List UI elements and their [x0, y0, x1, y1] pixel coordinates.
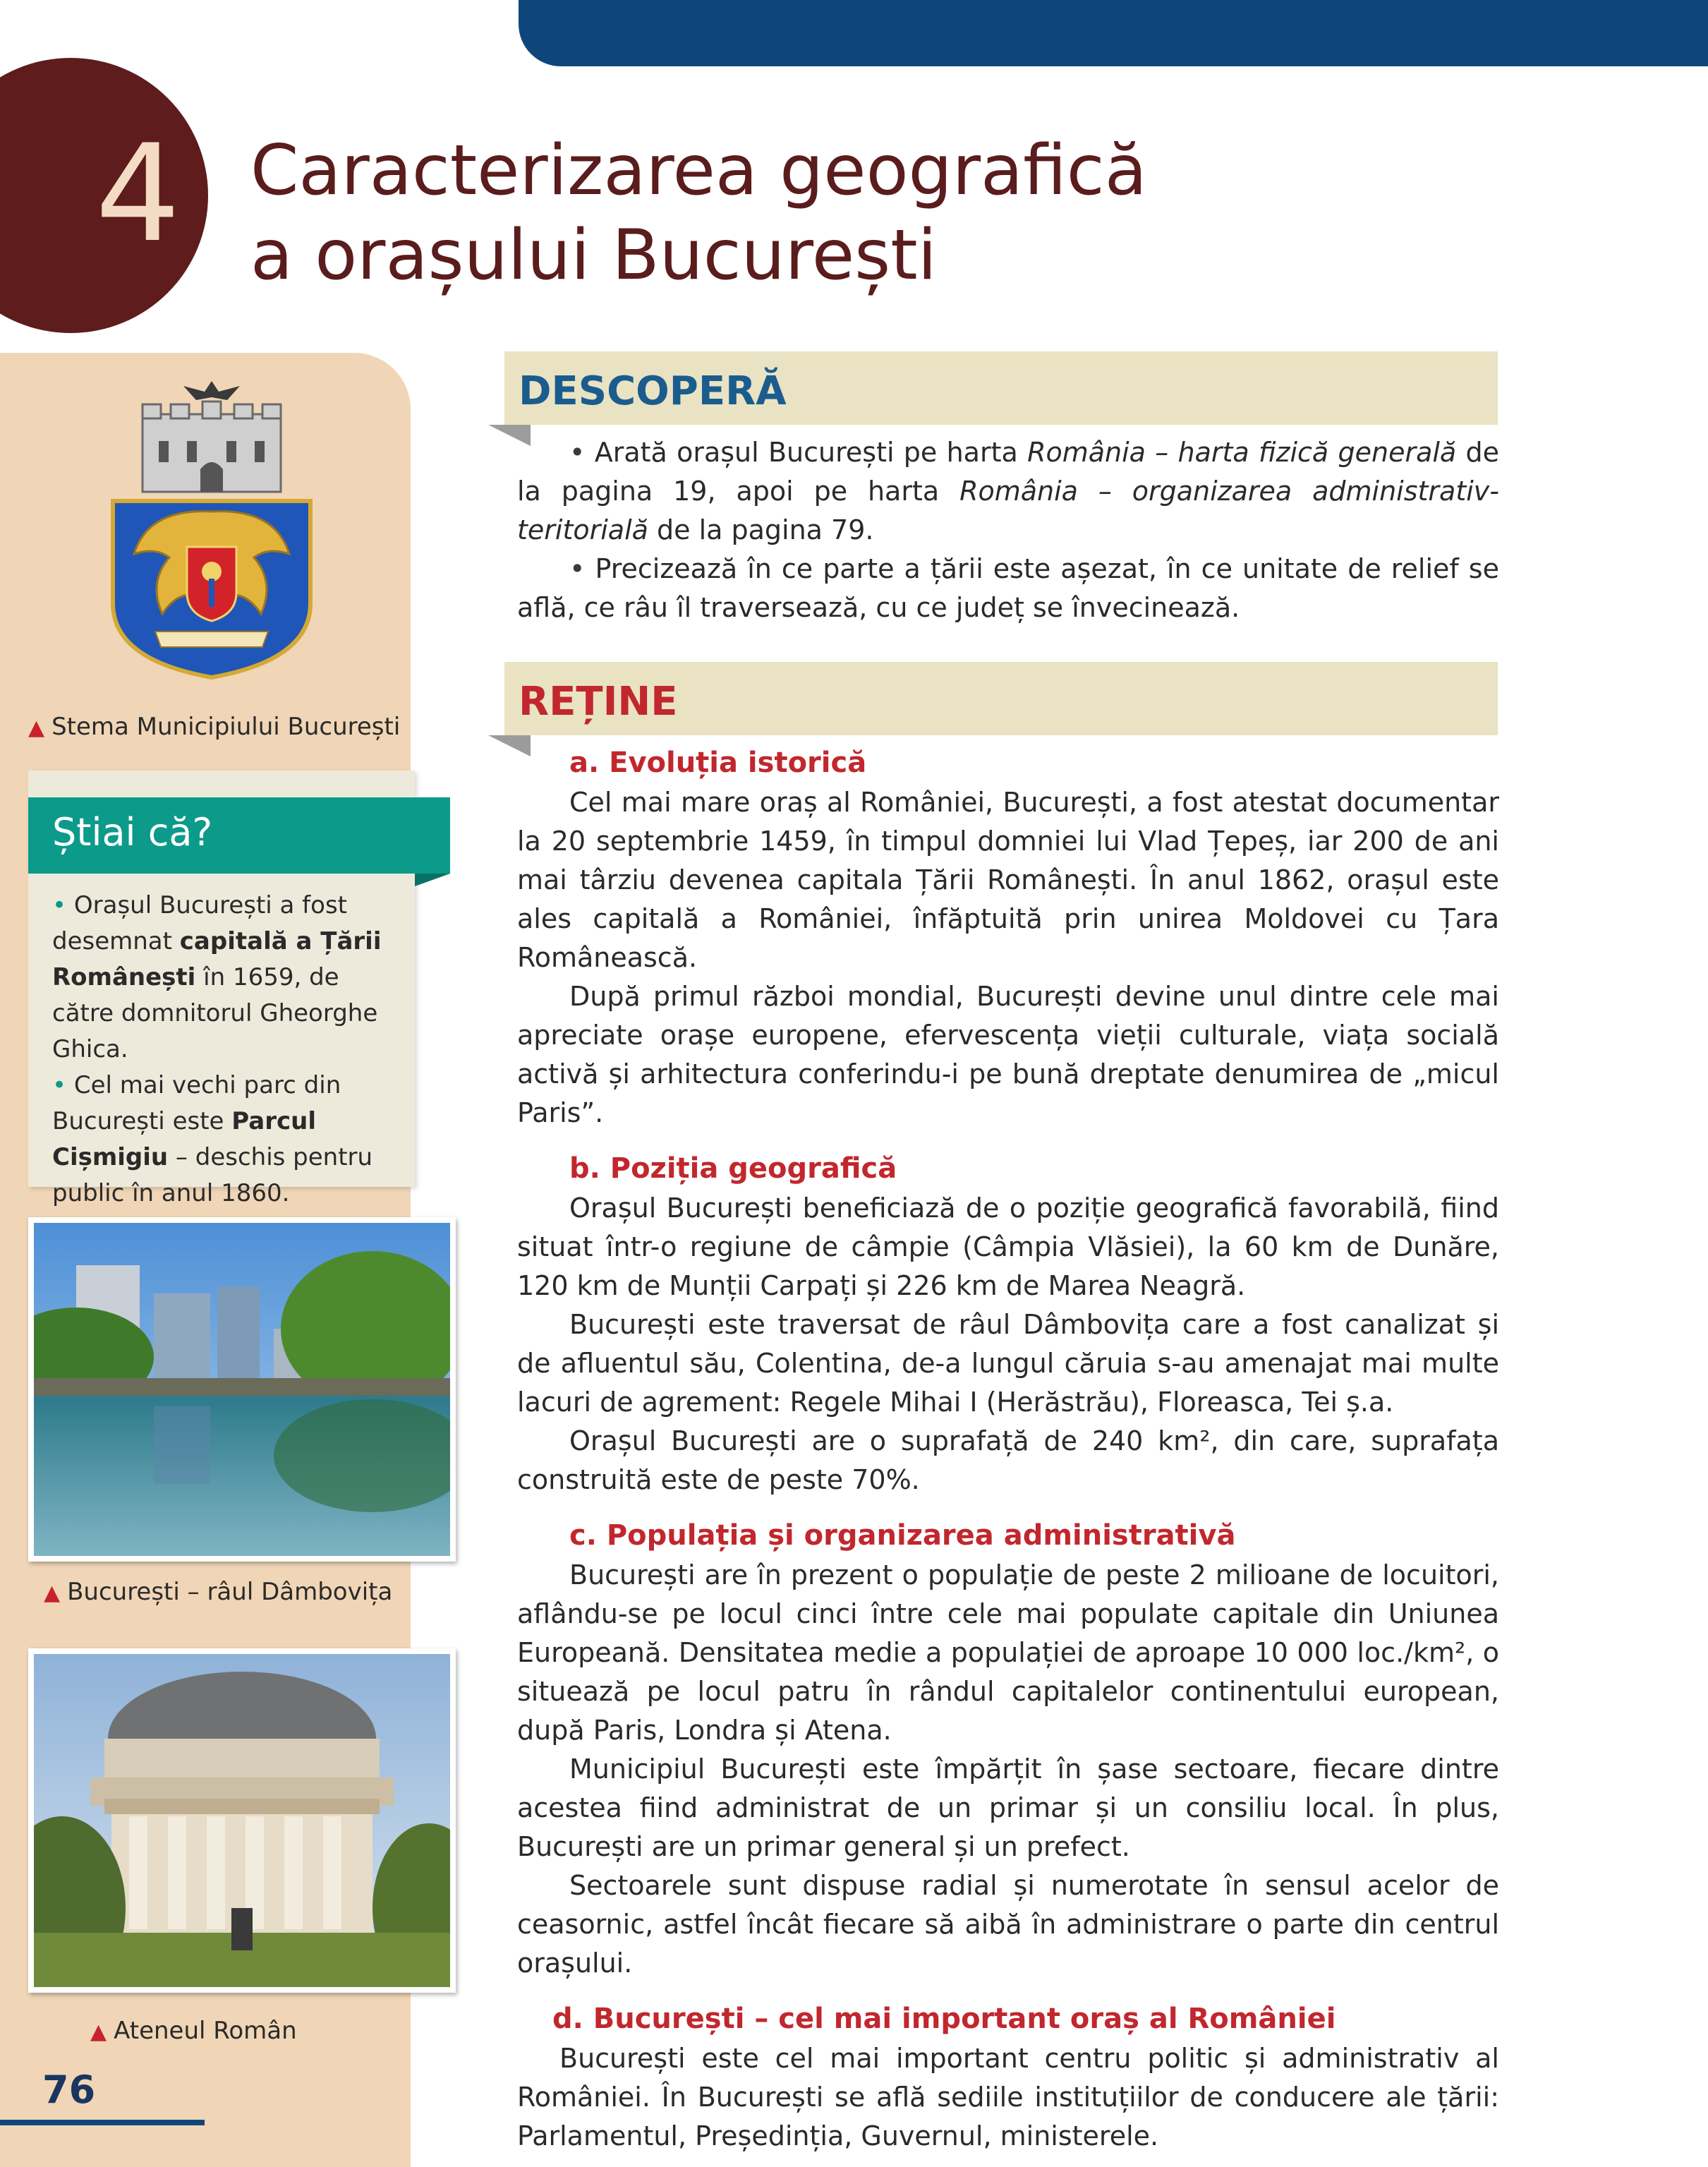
- section-c-heading: c. Populația și organizarea administrativă: [569, 1519, 1236, 1552]
- section-b-heading: b. Poziția geografică: [569, 1152, 897, 1185]
- stiai-item-1-text: Orașul București a fost desemnat: [52, 891, 347, 955]
- caption-triangle-icon: ▲: [44, 1581, 61, 1605]
- chapter-title: [250, 128, 1147, 298]
- section-c-paragraph-2: Municipiul București este împărțit în șase sectoare, fiecare dintre acestea fiind administrat de un primar și un consiliu local. În plus, București are un primar general și un prefect.: [517, 1753, 1499, 1862]
- descopera-item-1-mid: de la pagina 19, apoi pe harta: [517, 437, 1499, 507]
- stiai-item-2-text: Cel mai vechi parc din București este: [52, 1071, 341, 1135]
- stiai-item-1: [52, 888, 405, 1068]
- bullet-icon: •: [52, 891, 67, 919]
- descopera-item-1-end: de la pagina 79.: [648, 514, 874, 545]
- chapter-title-line1: Caracterizarea geografică: [250, 131, 1147, 211]
- chapter-title-line2: a orașului București: [250, 215, 937, 296]
- bullet-icon: •: [569, 553, 586, 584]
- ateneul-roman-photo: [28, 1648, 456, 1993]
- retine-content: [517, 742, 1499, 2156]
- stiai-text: [52, 888, 405, 1212]
- ateneul-photo-illustration: [34, 1654, 450, 1987]
- section-c-paragraph-3: Sectoarele sunt dispuse radial și numerotate în sensul acelor de ceasornic, astfel încât fiecare să aibă în administrare o parte din centrul orașului.: [517, 1870, 1499, 1979]
- stiai-title: Știai că?: [52, 810, 213, 855]
- section-b-paragraph-2: București este traversat de râul Dâmbovița care a fost canalizat și de afluentul său, Colentina, de-a lungul căruia s-au amenajat mai multe lacuri de agrement: Regele Mihai I (Herăstrău), Floreasca, Tei ș.a.: [517, 1309, 1499, 1418]
- section-c-paragraph-1: București are în prezent o populație de peste 2 milioane de locuitori, aflându-se pe locul cinci între cele mai populate capitale din Uniunea Europeană. Densitatea medie a populației de aproape 10 000 loc./km², o situează pe locul patru în rândul capitalelor continentului european, după Paris, Londra și Atena.: [517, 1559, 1499, 1746]
- top-bar: [519, 0, 1708, 66]
- bullet-icon: •: [52, 1071, 67, 1099]
- ateneul-caption: [90, 2017, 297, 2045]
- section-b-paragraph-3: Orașul București are o suprafață de 240 km², din care, suprafața construită este de peste 70%.: [517, 1425, 1499, 1495]
- section-b-paragraph-1: Orașul București beneficiază de o poziție geografică favorabilă, fiind situat într-o regiune de câmpie (Câmpia Vlăsiei), la 60 km de Dunăre, 120 km de Munții Carpați și 226 km de Marea Neagră.: [517, 1193, 1499, 1301]
- stiai-item-2-end: – deschis pentru public în anul 1860.: [52, 1143, 373, 1207]
- chapter-number: 4: [95, 116, 181, 272]
- stiai-item-2: [52, 1068, 405, 1212]
- stiai-item-1-bold: capitală a Țării Românești: [52, 927, 382, 991]
- descopera-item-1-text: Arată orașul București pe harta: [594, 437, 1028, 468]
- section-a-paragraph-1: Cel mai mare oraș al României, București, a fost atestat documentar la 20 septembrie 1459, în timpul domniei lui Vlad Țepeș, iar 200 de ani mai târziu devenea capitala Țării Românești. În anul 1862, orașul este ales capitală a României, înfăptuită prin unirea Moldovei cu Țara Românească.: [517, 787, 1499, 973]
- map-ref-physical: România – harta fizică generală: [1027, 437, 1457, 468]
- retine-title: REȚINE: [519, 679, 678, 725]
- dambovita-river-photo: [28, 1217, 456, 1562]
- stiai-item-2-bold: Parcul Cișmigiu: [52, 1107, 316, 1171]
- descopera-item-2-text: Precizează în ce parte a țării este așezat, în ce unitate de relief se află, ce râu îl traversează, cu ce județ se învecinează.: [517, 553, 1499, 623]
- section-d-heading: d. București – cel mai important oraș al României: [552, 2003, 1336, 2035]
- caption-triangle-icon: ▲: [90, 2020, 107, 2044]
- page-number: 76: [42, 2068, 96, 2112]
- page-number-rule: [0, 2120, 205, 2125]
- crest-caption: [28, 713, 400, 741]
- crest-caption-text: Stema Municipiului București: [52, 713, 401, 741]
- river-caption: [44, 1578, 392, 1606]
- descopera-content: [517, 433, 1499, 627]
- map-ref-administrative: România – organizarea administrativ-teritorială: [517, 476, 1499, 545]
- river-photo-illustration: [34, 1223, 450, 1556]
- descopera-item-2: [517, 550, 1499, 627]
- section-d-paragraph-1: București este cel mai important centru politic și administrativ al României. În București se află sediile instituțiilor de conducere ale țării: Parlamentul, Președinția, Guvernul, ministerele.: [517, 2043, 1499, 2151]
- descopera-item-1: [517, 433, 1499, 550]
- stiai-band-fold: [415, 874, 450, 886]
- caption-triangle-icon: ▲: [28, 716, 45, 740]
- ateneul-caption-text: Ateneul Român: [114, 2017, 297, 2045]
- section-a-paragraph-2: După primul război mondial, București devine unul dintre cele mai apreciate orașe europene, efervescența vieții culturale, viața socială activă și arhitectura conferindu-i pe bună dreptate denumirea de „micul Paris”.: [517, 981, 1499, 1128]
- bullet-icon: •: [569, 437, 586, 468]
- stiai-item-1-end: în 1659, de către domnitorul Gheorghe Ghica.: [52, 963, 378, 1063]
- section-a-heading: a. Evoluția istorică: [569, 747, 867, 779]
- river-caption-text: București – râul Dâmbovița: [67, 1578, 393, 1606]
- coat-of-arms-image: [106, 370, 317, 681]
- descopera-title: DESCOPERĂ: [519, 368, 787, 414]
